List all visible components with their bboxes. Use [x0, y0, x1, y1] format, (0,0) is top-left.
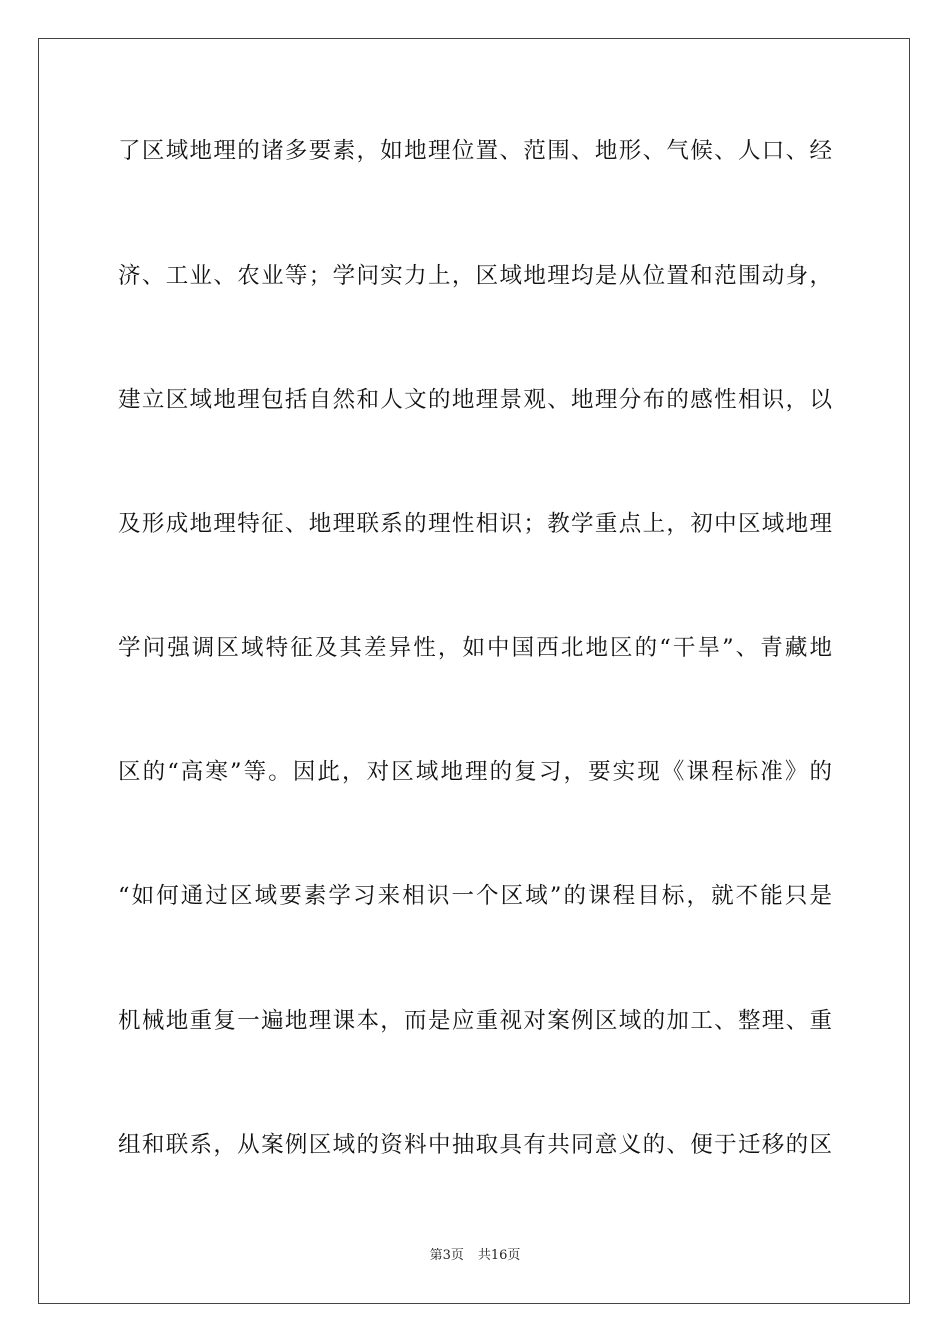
- text-line: 机械地重复一遍地理课本，而是应重视对案例区域的加工、整理、重: [118, 1008, 832, 1034]
- text-line: 了区域地理的诸多要素，如地理位置、范围、地形、气候、人口、经: [118, 138, 832, 164]
- text-line: “如何通过区域要素学习来相识一个区域”的课程目标，就不能只是: [118, 883, 832, 909]
- text-line: 组和联系，从案例区域的资料中抽取具有共同意义的、便于迁移的区: [118, 1132, 832, 1158]
- page-border: [38, 38, 910, 1304]
- text-line: 济、工业、农业等；学问实力上，区域地理均是从位置和范围动身，: [118, 263, 832, 289]
- page-footer: [0, 1246, 950, 1266]
- total-page-count: 共16页: [477, 1248, 521, 1263]
- current-page-number: 第3页: [429, 1248, 464, 1263]
- text-line: 区的“高寒”等。因此，对区域地理的复习，要实现《课程标准》的: [118, 759, 832, 785]
- text-line: 及形成地理特征、地理联系的理性相识；教学重点上，初中区域地理: [118, 511, 832, 537]
- text-line: 建立区域地理包括自然和人文的地理景观、地理分布的感性相识，以: [118, 387, 832, 413]
- text-line: 学问强调区域特征及其差异性，如中国西北地区的“干旱”、青藏地: [118, 635, 832, 661]
